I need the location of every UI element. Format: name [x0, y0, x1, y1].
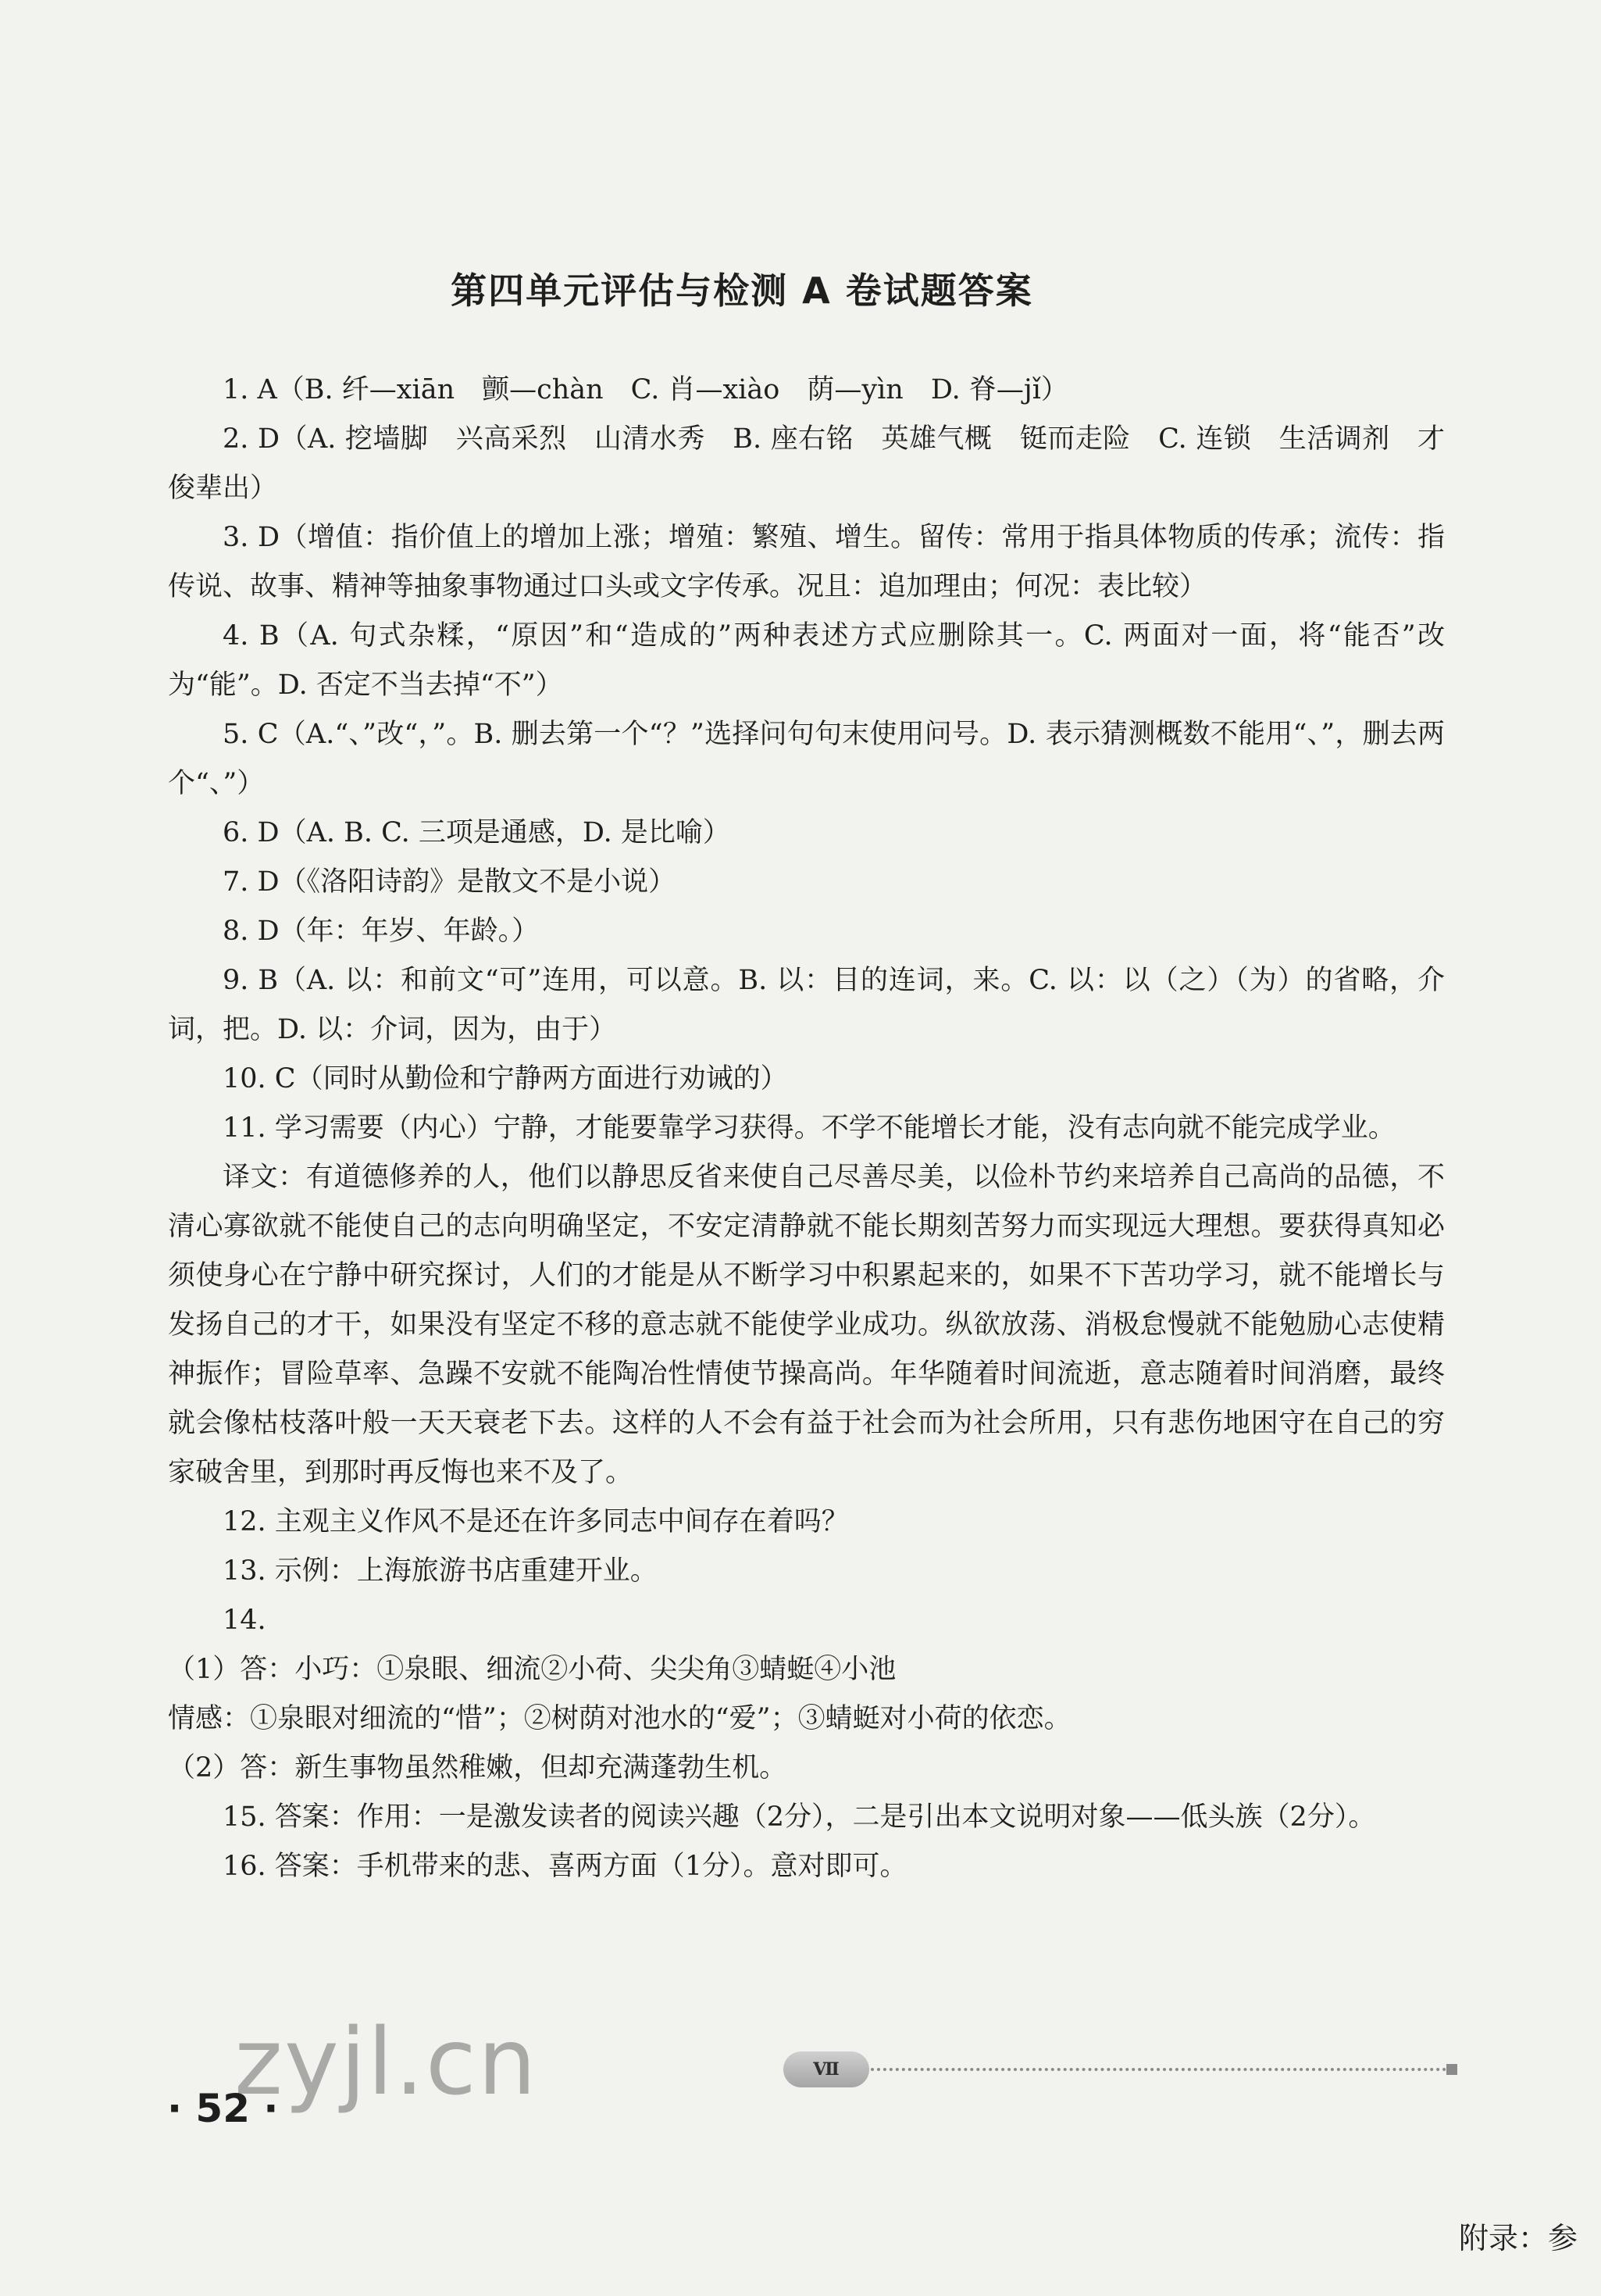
answer-1: 1. A（B. 纤—xiān 颤—chàn C. 肖—xiào 荫—yìn D. 脊—jǐ） — [223, 374, 1068, 405]
answer-14-part-1: （1）答：小巧：①泉眼、细流②小荷、尖尖角③蜻蜓④小池 — [168, 1654, 897, 1685]
dotted-rule-end — [1446, 2064, 1457, 2075]
answer-2: 2. D（A. 挖墙脚 兴高采烈 山清水秀 B. 座右铭 英雄气概 铤而走险 C. 连锁 生活调剂 才俊辈出） — [168, 423, 1445, 504]
translation-paragraph: 译文：有道德修养的人，他们以静思反省来使自己尽善尽美，以俭朴节约来培养自己高尚的品德，不清心寡欲就不能使自己的志向明确坚定，不安定清静就不能长期刻苦努力而实现远大理想。要获得真知必须使身心在宁静中研究探讨，人们的才能是从不断学习中积累起来的，如果不下苦功学习，就不能增长与发扬自己的才干，如果没有坚定不移的意志就不能使学业成功。纵欲放荡、消极怠慢就不能勉励心志使精神振作；冒险草率、急躁不安就不能陶冶性情使节操高尚。年华随着时间流逝，意志随着时间消磨，最终就会像枯枝落叶般一天天衰老下去。这样的人不会有益于社会而为社会所用，只有悲伤地困守在自己的穷家破舍里，到那时再反悔也来不及了。 — [168, 1162, 1445, 1488]
watermark: zyjl.cn — [234, 2008, 538, 2116]
answer-16: 16. 答案：手机带来的悲、喜两方面（1分）。意对即可。 — [223, 1851, 907, 1882]
answer-7: 7. D（《洛阳诗韵》是散文不是小说） — [223, 866, 676, 898]
answer-15: 15. 答案：作用：一是激发读者的阅读兴趣（2分），二是引出本文说明对象——低头族（2分）。 — [223, 1801, 1376, 1833]
answer-14: 14. — [223, 1605, 266, 1636]
answer-6: 6. D（A. B. C. 三项是通感，D. 是比喻） — [223, 817, 730, 848]
answer-8: 8. D（年：年岁、年龄。） — [223, 916, 540, 947]
answer-content — [168, 366, 1445, 1891]
dotted-rule — [871, 2068, 1453, 2071]
answer-3: 3. D（增值：指价值上的增加上涨；增殖：繁殖、增生。留传：常用于指具体物质的传承；流传：指传说、故事、精神等抽象事物通过口头或文字传承。况且：追加理由；何况：表比较） — [168, 522, 1445, 602]
answer-14-emotion: 情感：①泉眼对细流的“惜”；②树荫对池水的“爱”；③蜻蜓对小荷的依恋。 — [168, 1703, 1071, 1734]
answer-10: 10. C（同时从勤俭和宁静两方面进行劝诫的） — [223, 1063, 788, 1094]
answer-9: 9. B（A. 以：和前文“可”连用，可以意。B. 以：目的连词，来。C. 以：以（之）（为）的省略，介词，把。D. 以：介词，因为，由于） — [168, 965, 1445, 1045]
appendix-label: 附录：参 — [1459, 2221, 1578, 2255]
page-number: · 52 · — [167, 2086, 279, 2131]
answer-13: 13. 示例：上海旅游书店重建开业。 — [223, 1555, 658, 1587]
roman-numeral-badge: Ⅶ — [783, 2051, 869, 2087]
answer-5: 5. C（A.“、”改“，”。B. 删去第一个“？”选择问句句末使用问号。D. 表示猜测概数不能用“、”，删去两个“、”） — [168, 719, 1445, 799]
answer-14-part-2: （2）答：新生事物虽然稚嫩，但却充满蓬勃生机。 — [168, 1752, 787, 1784]
answer-12: 12. 主观主义作风不是还在许多同志中间存在着吗？ — [223, 1506, 849, 1537]
page-title: 第四单元评估与检测 A 卷试题答案 — [451, 270, 1033, 312]
answer-4: 4. B（A. 句式杂糅，“原因”和“造成的”两种表述方式应删除其一。C. 两面对一面，将“能否”改为“能”。D. 否定不当去掉“不”） — [168, 620, 1445, 701]
answer-11: 11. 学习需要（内心）宁静，才能要靠学习获得。不学不能增长才能，没有志向就不能完成学业。 — [223, 1112, 1396, 1144]
